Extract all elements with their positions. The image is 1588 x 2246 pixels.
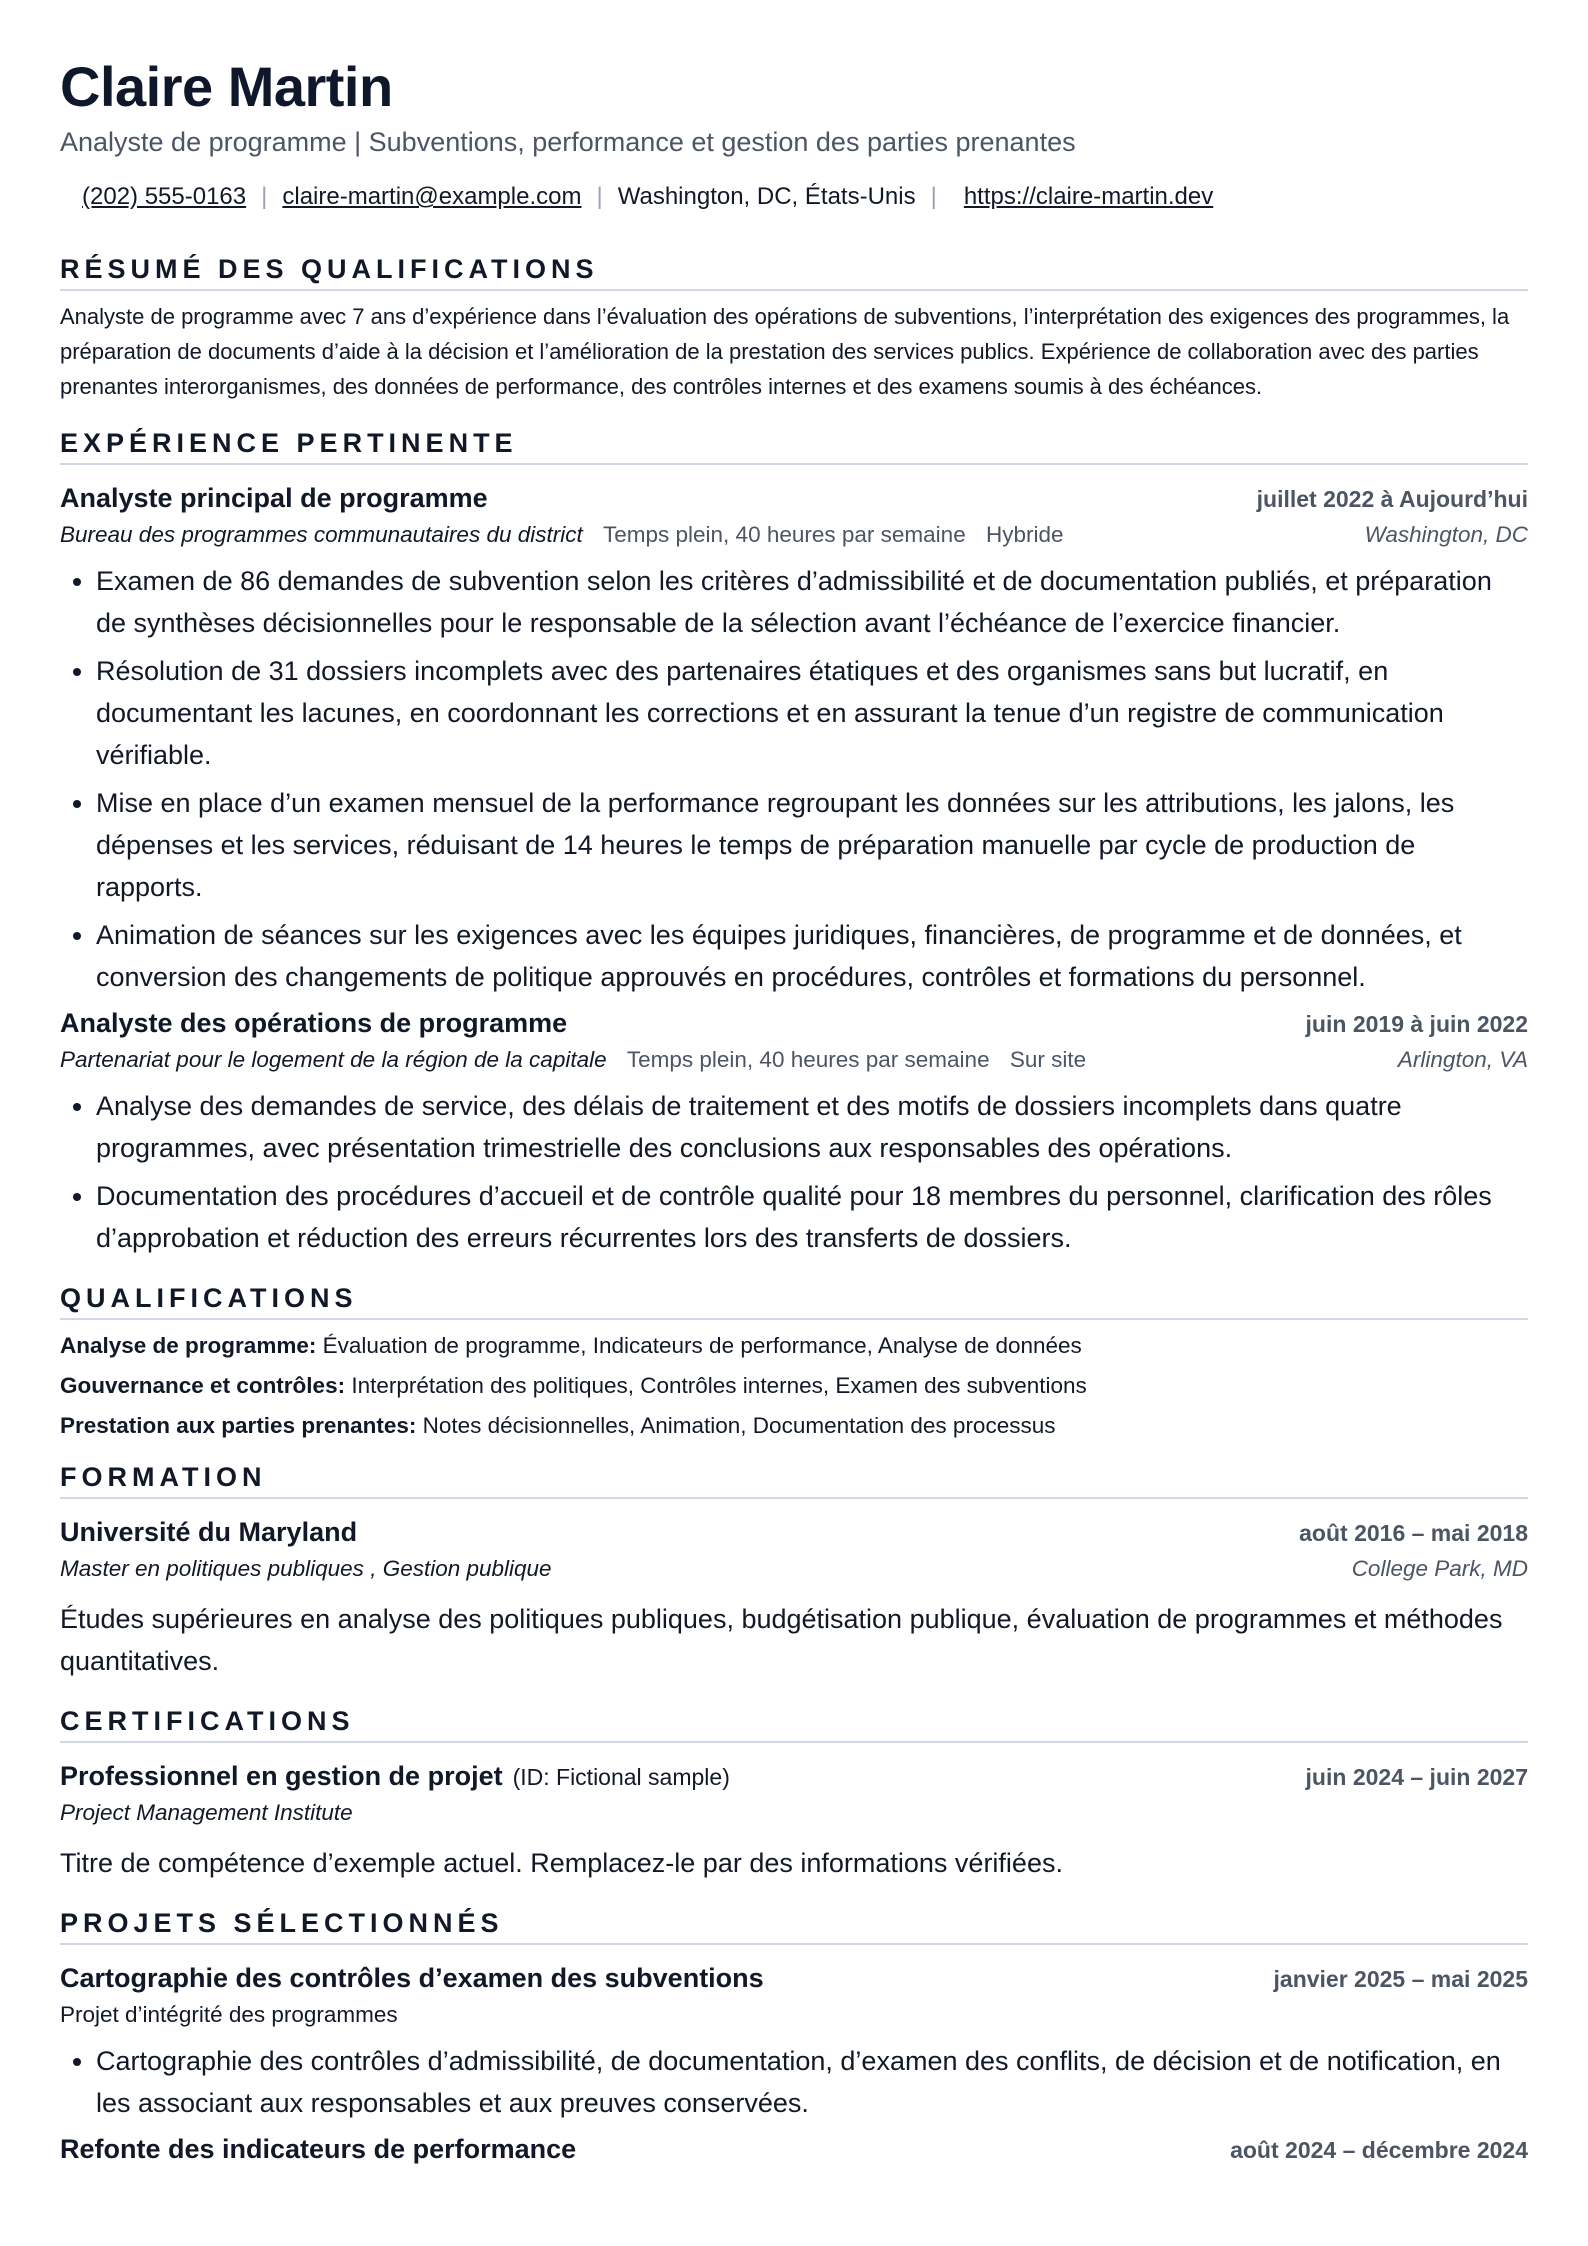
contact-line [60, 180, 1528, 214]
job-organization: Bureau des programmes communautaires du district [60, 522, 583, 547]
contact-separator: | [930, 183, 937, 210]
job-dates: juin 2019 à juin 2022 [1305, 1011, 1528, 1037]
job-organization: Partenariat pour le logement de la région de la capitale [60, 1047, 607, 1072]
job-title: Analyste des opérations de programme [60, 1008, 568, 1038]
contact-separator: | [596, 183, 603, 210]
job-bullets [60, 1085, 1528, 1259]
project-bullets [60, 2040, 1528, 2124]
bullet-item: • Résolution de 31 dossiers incomplets avec des partenaires étatiques et des organismes sans but lucratif, en documentant les lacunes, en coordonnant les corrections et en assurant la tenue d’un registre de communication vérifiable. [96, 650, 1528, 776]
job-location: Arlington, VA [1397, 1047, 1528, 1072]
job-entry [60, 479, 1528, 998]
bullet-item: • Documentation des procédures d’accueil et de contrôle qualité pour 18 membres du personnel, clarification des rôles d’approbation et réduction des erreurs récurrentes lors des transferts de dossiers. [96, 1175, 1528, 1259]
section-title-education: FORMATION [60, 1460, 1528, 1499]
section-title-summary: RÉSUMÉ DES QUALIFICATIONS [60, 252, 1528, 291]
section-title-projects: PROJETS SÉLECTIONNÉS [60, 1906, 1528, 1945]
project-dates: août 2024 – décembre 2024 [1230, 2137, 1528, 2163]
project-title: Refonte des indicateurs de performance [60, 2134, 577, 2164]
education-entry [60, 1513, 1528, 1682]
bullet-item: • Analyse des demandes de service, des délais de traitement et des motifs de dossiers incomplets dans quatre programmes, avec présentation trimestrielle des conclusions aux responsables des opérations. [96, 1085, 1528, 1169]
school-name: Université du Maryland [60, 1517, 358, 1547]
candidate-name: Claire Martin [60, 55, 393, 118]
job-bullets [60, 560, 1528, 998]
bullet-item: • Examen de 86 demandes de subvention selon les critères d’admissibilité et de documentation publiés, et préparation de synthèses décisionnelles pour le responsable de la sélection avant l’échéance de l’exercice financier. [96, 560, 1528, 644]
job-dates: juillet 2022 à Aujourd’hui [1256, 486, 1528, 512]
job-title: Analyste principal de programme [60, 483, 488, 513]
degree: Master en politiques publiques , Gestion publique [60, 1556, 552, 1581]
project-entry [60, 2130, 1528, 2169]
summary-text: Analyste de programme avec 7 ans d’expérience dans l’évaluation des opérations de subventions, l’interprétation des exigences des programmes, la préparation de documents d’aide à la décision et l’amélioration de la prestation des services publics. Expérience de collaboration avec des parties prenantes interorganismes, des données de performance, des contrôles internes et des examens soumis à des échéances. [60, 304, 1510, 399]
contact-separator: | [261, 183, 268, 210]
location-text: Washington, DC, États-Unis [617, 183, 916, 210]
project-title: Cartographie des contrôles d’examen des subventions [60, 1963, 764, 1993]
job-work-mode: Hybride [985, 522, 1064, 547]
headline: Analyste de programme | Subventions, performance et gestion des parties prenantes [60, 127, 1076, 157]
bullet-item: • Animation de séances sur les exigences avec les équipes juridiques, financières, de programme et de données, et conversion des changements de politique approuvés en procédures, contrôles et formations du personnel. [96, 914, 1528, 998]
project-organization: Projet d’intégrité des programmes [60, 2002, 398, 2027]
job-work-mode: Sur site [1009, 1047, 1087, 1072]
certification-name: Professionnel en gestion de projet [60, 1761, 503, 1791]
job-schedule: Temps plein, 40 heures par semaine [603, 522, 966, 547]
certification-dates: juin 2024 – juin 2027 [1305, 1764, 1528, 1790]
qualification-row [60, 1366, 1528, 1406]
qualification-label: Gouvernance et contrôles: [60, 1373, 346, 1398]
qualification-value: Évaluation de programme, Indicateurs de performance, Analyse de données [316, 1333, 1082, 1358]
section-title-experience: EXPÉRIENCE PERTINENTE [60, 426, 1528, 465]
job-entry [60, 1004, 1528, 1259]
qualification-label: Analyse de programme: [60, 1333, 317, 1358]
certification-issuer: Project Management Institute [60, 1800, 353, 1825]
education-dates: août 2016 – mai 2018 [1299, 1520, 1528, 1546]
qualification-label: Prestation aux parties prenantes: [60, 1413, 417, 1438]
qualification-value: Interprétation des politiques, Contrôles internes, Examen des subventions [345, 1373, 1087, 1398]
certification-id: (ID: Fictional sample) [512, 1764, 730, 1790]
bullet-item: • Cartographie des contrôles d’admissibilité, de documentation, d’examen des conflits, de décision et de notification, en les associant aux responsables et aux preuves conservées. [96, 2040, 1528, 2124]
project-entry [60, 1959, 1528, 2124]
qualification-value: Notes décisionnelles, Animation, Documentation des processus [416, 1413, 1056, 1438]
qualification-row [60, 1326, 1528, 1366]
section-title-certifications: CERTIFICATIONS [60, 1704, 1528, 1743]
website-link[interactable]: https://claire-martin.dev [963, 183, 1214, 210]
education-location: College Park, MD [1351, 1556, 1528, 1581]
education-description: Études supérieures en analyse des politiques publiques, budgétisation publique, évaluation de programmes et méthodes quantitatives. [60, 1604, 1503, 1676]
certification-entry [60, 1757, 1528, 1884]
phone-link[interactable]: (202) 555-0163 [82, 183, 247, 210]
section-title-qualifications: QUALIFICATIONS [60, 1281, 1528, 1320]
certification-description: Titre de compétence d’exemple actuel. Remplacez-le par des informations vérifiées. [60, 1848, 1063, 1878]
resume-page [60, 50, 1528, 2169]
qualifications-list [60, 1326, 1528, 1446]
job-location: Washington, DC [1364, 522, 1528, 547]
qualification-row [60, 1406, 1528, 1446]
email-link[interactable]: claire-martin@example.com [282, 183, 582, 210]
bullet-item: • Mise en place d’un examen mensuel de la performance regroupant les données sur les attributions, les jalons, les dépenses et les services, réduisant de 14 heures le temps de préparation manuelle par cycle de production de rapports. [96, 782, 1528, 908]
project-dates: janvier 2025 – mai 2025 [1273, 1966, 1528, 1992]
job-schedule: Temps plein, 40 heures par semaine [626, 1047, 990, 1072]
